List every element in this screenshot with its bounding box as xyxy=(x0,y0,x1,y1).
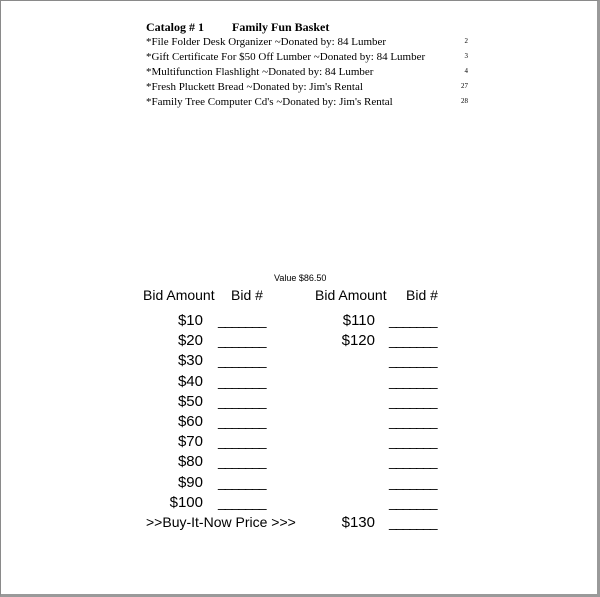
bid-amount: $60 xyxy=(177,413,203,430)
bid-number-blank[interactable]: _______ xyxy=(218,433,266,449)
item-text: *Fresh Pluckett Bread ~Donated by: Jim's Rental xyxy=(146,81,363,93)
catalog-item xyxy=(146,50,476,65)
bid-number-blank[interactable]: _______ xyxy=(218,393,266,409)
value-label: Value $86.50 xyxy=(274,273,327,283)
bid-number-blank[interactable]: _______ xyxy=(218,312,266,328)
catalog-block xyxy=(146,20,476,110)
bid-amount-header-left: Bid Amount xyxy=(143,287,215,303)
bid-amount-header-right: Bid Amount xyxy=(315,287,387,303)
item-number: 28 xyxy=(461,97,468,105)
item-number: 3 xyxy=(464,52,468,60)
catalog-item xyxy=(146,65,476,80)
bid-number-blank[interactable]: _______ xyxy=(218,373,266,389)
bid-number-blank[interactable]: _______ xyxy=(389,474,437,490)
item-text: *File Folder Desk Organizer ~Donated by: 84 Lumber xyxy=(146,36,387,48)
catalog-number: Catalog # 1 xyxy=(146,20,204,34)
bid-number-blank[interactable]: _______ xyxy=(389,373,437,389)
bid-number-blank[interactable]: _______ xyxy=(218,453,266,469)
bid-number-blank[interactable]: _______ xyxy=(218,413,266,429)
bid-amount: $50 xyxy=(177,393,203,410)
bid-amount: $120 xyxy=(341,332,375,349)
bid-number-blank[interactable]: _______ xyxy=(389,453,437,469)
bid-number-blank[interactable]: _______ xyxy=(218,332,266,348)
bid-number-header-right: Bid # xyxy=(406,287,438,303)
bid-number-blank[interactable]: _______ xyxy=(389,352,437,368)
item-text: *Family Tree Computer Cd's ~Donated by: Jim's Rental xyxy=(146,96,393,108)
bid-amount: $80 xyxy=(177,453,203,470)
bid-amount: $110 xyxy=(342,312,375,329)
bid-number-blank[interactable]: _______ xyxy=(389,393,437,409)
catalog-item xyxy=(146,35,476,50)
bid-amount: $30 xyxy=(177,352,203,369)
buy-it-now-label: >>Buy-It-Now Price >>> xyxy=(146,514,296,530)
bid-number-blank[interactable]: _______ xyxy=(218,352,266,368)
item-text: *Multifunction Flashlight ~Donated by: 84 Lumber xyxy=(146,66,374,78)
bid-number-header-left: Bid # xyxy=(231,287,263,303)
bid-number-blank[interactable]: _______ xyxy=(218,494,266,510)
bid-amount: $100 xyxy=(169,494,203,511)
buy-it-now-price: $130 xyxy=(341,514,375,531)
bid-amount: $70 xyxy=(177,433,203,450)
bid-number-blank[interactable]: _______ xyxy=(389,433,437,449)
bid-number-blank[interactable]: _______ xyxy=(389,494,437,510)
bid-amount: $10 xyxy=(177,312,203,329)
bid-amount: $40 xyxy=(177,373,203,390)
bid-number-blank[interactable]: _______ xyxy=(389,312,437,328)
catalog-item xyxy=(146,80,476,95)
bid-amount: $90 xyxy=(177,474,203,491)
item-number: 2 xyxy=(464,37,468,45)
bid-number-blank[interactable]: _______ xyxy=(389,332,437,348)
item-number: 27 xyxy=(461,82,468,90)
item-number: 4 xyxy=(464,67,468,75)
item-text: *Gift Certificate For $50 Off Lumber ~Donated by: 84 Lumber xyxy=(146,51,426,63)
catalog-header xyxy=(146,20,476,35)
catalog-item xyxy=(146,95,476,110)
bid-number-blank[interactable]: _______ xyxy=(389,413,437,429)
bid-number-blank[interactable]: _______ xyxy=(389,514,437,530)
bid-amount: $20 xyxy=(177,332,203,349)
basket-title: Family Fun Basket xyxy=(232,20,330,34)
bid-number-blank[interactable]: _______ xyxy=(218,474,266,490)
